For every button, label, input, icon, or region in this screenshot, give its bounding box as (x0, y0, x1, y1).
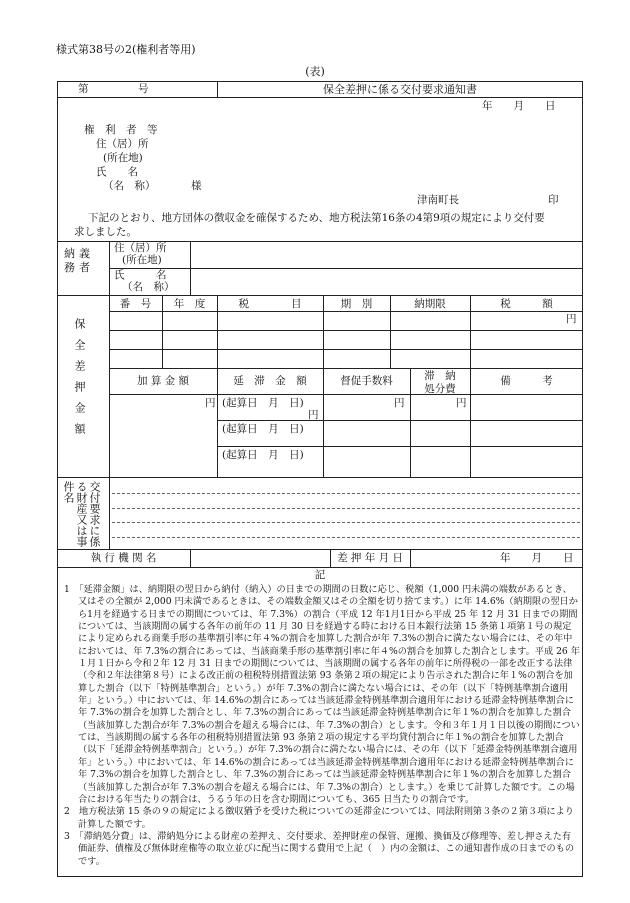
note-2: 2 地方税法第 15 条の９の規定による徴収猶予を受けた税についての延滞金については、同法附則第３条の２第３項により計算した額です。 (64, 806, 574, 830)
entry-line (112, 493, 580, 494)
divider (217, 446, 583, 447)
issuer-name: 津南町長 (417, 194, 459, 206)
col-due-date: 納期限 (414, 298, 446, 310)
intro-text-cont: 求しました。 (74, 226, 137, 238)
yen-unit: 円 (205, 397, 216, 409)
col-remarks: 備 考 (500, 375, 553, 387)
start-date-note: (起算日 月 日) (222, 449, 304, 461)
recipient-location-label: (所在地) (103, 152, 143, 164)
demand-property-label: 交付要求に係る財産又は事件名 (62, 481, 101, 547)
divider (57, 97, 583, 98)
divider (109, 268, 583, 269)
agency-label: 執 行 機 関 名 (90, 552, 157, 564)
notes-title: 記 (314, 569, 326, 581)
col-tax-amount: 税 額 (500, 298, 553, 310)
number-suffix: 号 (138, 83, 149, 95)
intro-text: 下記のとおり、地方団体の徴収金を確保するため、地方税法第16条の4第9項の規定により交付要 (88, 212, 545, 224)
note-1: 1 「延滞金額」は、納期限の翌日から納付（納入）の日までの期間の日数に応じ、税額（1,000 円未満の端数があるとき、又はその全額が 2,000 円未満であるときは、その端数金額又はその全額を切り捨てます。）に年 14.6%（納期限の翌日から1月を経過する日までの期間については、年 7.3%）の割合（平成 12 年1月1日から平成 25 年 12 月 31 日までの期間については、当該期間の属する各年の前年の 11 月 30 日を経過する時における日本銀行法第 15 条第１項第１号の規定により定められる商業手形の基準割引率に年４%の割合を加算した割合が年 7.3%の割合に満たない場合には、その年中においては、年 7.3%の割合にあっては、当該商業手形の基準割引率に年４%の割合を加算した割合とします。平成 26 年１月１日から令和２年 12 月 31 日までの期間については、当該期間の属する各年の前年に所得税の一部を改正する法律（令和２年法律第８号）による改正前の租税特別措置法第 93 条第２項の規定により告示された割合に年１%の割合を加算した割合（以下「特例基準割合」という。）が年 7.3%の割合に満たない場合には、その年（以下「特例基準割合適用年」という。）中においては、年 14.6%の割合にあっては当該延滞金特例基準割合適用年における延滞金特例基準割合に年 7.3%の割合を加算した割合とし、年 7.3%の割合にあっては当該延滞金特例基準割合に年１%の割合を加算した割合（当該加算した割合が年 7.3%の割合を超える場合には、年 7.3%の割合）とします。令和３年１月１日以後の期間については、当該期間の属する各年の租税特別措置法第 93 条第２項の規定する平均貸付割合に年１%の割合を加算した割合（以下「延滞金特例基準割合」という。）が年 7.3%の割合に満たない場合には、その年（以下「延滞金特例基準割合適用年」という。）中においては、年 14.6%の割合にあっては当該延滞金特例基準割合適用年における延滞金特例基準割合に年 7.3%の割合を加算した割合とし、年 7.3%の割合にあっては当該延滞金特例基準割合に年１%の割合を加算した割合（当該加算した割合が年 7.3%の割合を超える場合には、年 7.3%の割合）とします。）を乗じて計算した額です。この場合における年当たりの割合は、うるう年の日を含む期間についても、365 日当たりの割合です。 (64, 584, 580, 805)
divider (57, 477, 583, 478)
start-date-note: (起算日 月 日) (222, 397, 304, 409)
taxpayer-label: 納義務者 (64, 247, 94, 274)
entry-line (112, 508, 580, 509)
recipient-corp-label: （名 称） (103, 180, 156, 192)
preservation-group-label: 保全差押金額 (73, 318, 86, 444)
divider (109, 368, 583, 369)
form-label: 様式第38号の2(権利者等用) (56, 43, 196, 56)
divider (410, 549, 411, 567)
taxpayer-location-label: (所在地) (122, 254, 162, 266)
taxpayer-name-label: 氏 名 (114, 269, 167, 281)
col-late-fee: 延 滞 金 額 (233, 375, 307, 387)
number-prefix: 第 (78, 83, 89, 95)
entry-line (112, 537, 580, 538)
note-3: 3 「滞納処分費」は、滞納処分による財産の差押え、交付要求、差押財産の保管、運搬、換価及び修理等、差し押さえた有価証券、債権及び無体財産権等の取立並びに配当に関する費用で上記（ ）内の金額は、この通知書作成の日までのものです。 (64, 830, 575, 867)
divider (109, 349, 583, 350)
col-number: 番 号 (119, 298, 152, 310)
yen-unit: 円 (308, 409, 319, 421)
col-tax-item: 税 目 (238, 298, 302, 310)
divider (217, 420, 583, 421)
yen-unit: 円 (456, 397, 467, 409)
col-period: 期 別 (340, 298, 373, 310)
recipient-name-label: 氏 名 (96, 166, 138, 178)
seizure-date-value: 年 月 日 (500, 552, 574, 564)
divider (109, 311, 583, 312)
yen-unit: 円 (394, 397, 405, 409)
taxpayer-address-label: 住（居）所 (114, 242, 167, 254)
divider (190, 549, 191, 567)
col-year: 年 度 (173, 298, 206, 310)
col-disposition-fee: 滞 納 処分費 (424, 370, 456, 395)
start-date-note: (起算日 月 日) (222, 423, 304, 435)
honorific: 様 (191, 180, 202, 192)
divider (57, 549, 583, 550)
front-side-label: (表) (305, 65, 325, 78)
yen-unit: 円 (566, 313, 577, 325)
divider (109, 394, 583, 395)
divider (57, 295, 583, 296)
issue-date: 年 月 日 (482, 100, 556, 112)
recipient-label: 権 利 者 等 (84, 124, 158, 136)
notes-body (64, 584, 580, 868)
col-surcharge: 加 算 金 額 (136, 375, 189, 387)
seizure-date-label: 差 押 年 月 日 (337, 552, 403, 564)
document-title: 保全差押に係る交付要求通知書 (323, 83, 477, 96)
recipient-address-label: 住（居）所 (96, 138, 149, 150)
entry-line (112, 522, 580, 523)
seal-mark: 印 (548, 194, 559, 206)
taxpayer-corp-label: （名 称） (122, 281, 175, 293)
divider (109, 330, 583, 331)
divider (57, 567, 583, 568)
divider (109, 477, 110, 549)
col-reminder-fee: 督促手数料 (340, 375, 393, 387)
